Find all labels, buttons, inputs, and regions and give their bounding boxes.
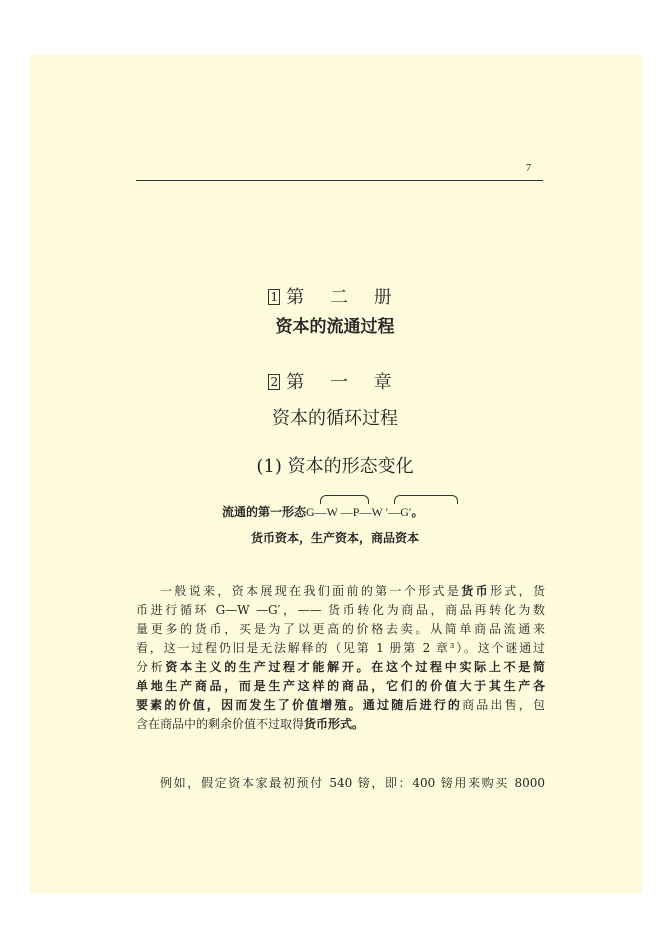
- text-line: [136, 658, 545, 677]
- emphasis-span: 资本主义的生产过程才能解开。在这个过程中实际上不是简: [165, 660, 545, 674]
- text-line: 量更多的货币，买是为了以更高的价格去卖。从简单商品流通来: [136, 622, 545, 636]
- text-line: 单地生产商品，而是生产这样的商品，它们的价值大于其生产各: [136, 679, 545, 693]
- text-span: 分析: [136, 660, 166, 674]
- formula-subtitle: 货币资本，生产资本，商品资本: [250, 531, 419, 545]
- text-line: [136, 715, 545, 734]
- formula-expression: G—W —P—W ′—G′: [306, 505, 412, 519]
- text-span: 商品出售，包: [462, 698, 545, 712]
- emphasis-span: 要素的价值，因而发生了价值增殖。通过随后进行的: [136, 698, 463, 712]
- body-paragraph-2: [136, 774, 545, 793]
- chapter-marker: 2: [268, 374, 280, 390]
- chapter-heading: [0, 368, 670, 394]
- section-title: (1) 资本的形态变化: [256, 456, 414, 477]
- book-label: 第 二 册: [286, 287, 402, 308]
- formula-line: [222, 503, 424, 520]
- text-line: 看，这一过程仍旧是无法解释的（见第 1 册第 2 章³）。这个谜通过: [136, 641, 545, 655]
- emphasis-span: 货币: [461, 584, 490, 598]
- book-marker: 1: [268, 289, 280, 305]
- book-title: 资本的流通过程: [275, 317, 395, 337]
- text-line: [136, 582, 545, 601]
- chapter-label: 第 一 章: [286, 372, 402, 393]
- text-line: [136, 696, 545, 715]
- text-span: 含在商品中的剩余价值不过取得: [136, 717, 305, 731]
- body-paragraph-1: [136, 582, 545, 734]
- text-line: 币进行循环 G—W —G′，—— 货币转化为商品，商品再转化为数: [136, 603, 545, 617]
- text-line: 例如，假定资本家最初预付 540 镑，即：400 镑用来购买 8000: [160, 776, 545, 790]
- text-span: 一般说来，资本展现在我们面前的第一个形式是: [160, 584, 462, 598]
- text-span: 形式，货: [489, 584, 545, 598]
- chapter-title: 资本的循环过程: [272, 408, 398, 429]
- emphasis-span: 货币形式。: [304, 717, 365, 731]
- page-number: 7: [526, 163, 531, 174]
- formula-label: 流通的第一形态: [222, 505, 307, 519]
- formula-end: 。: [411, 505, 424, 519]
- book-heading: [0, 283, 670, 309]
- header-rule: [136, 180, 543, 181]
